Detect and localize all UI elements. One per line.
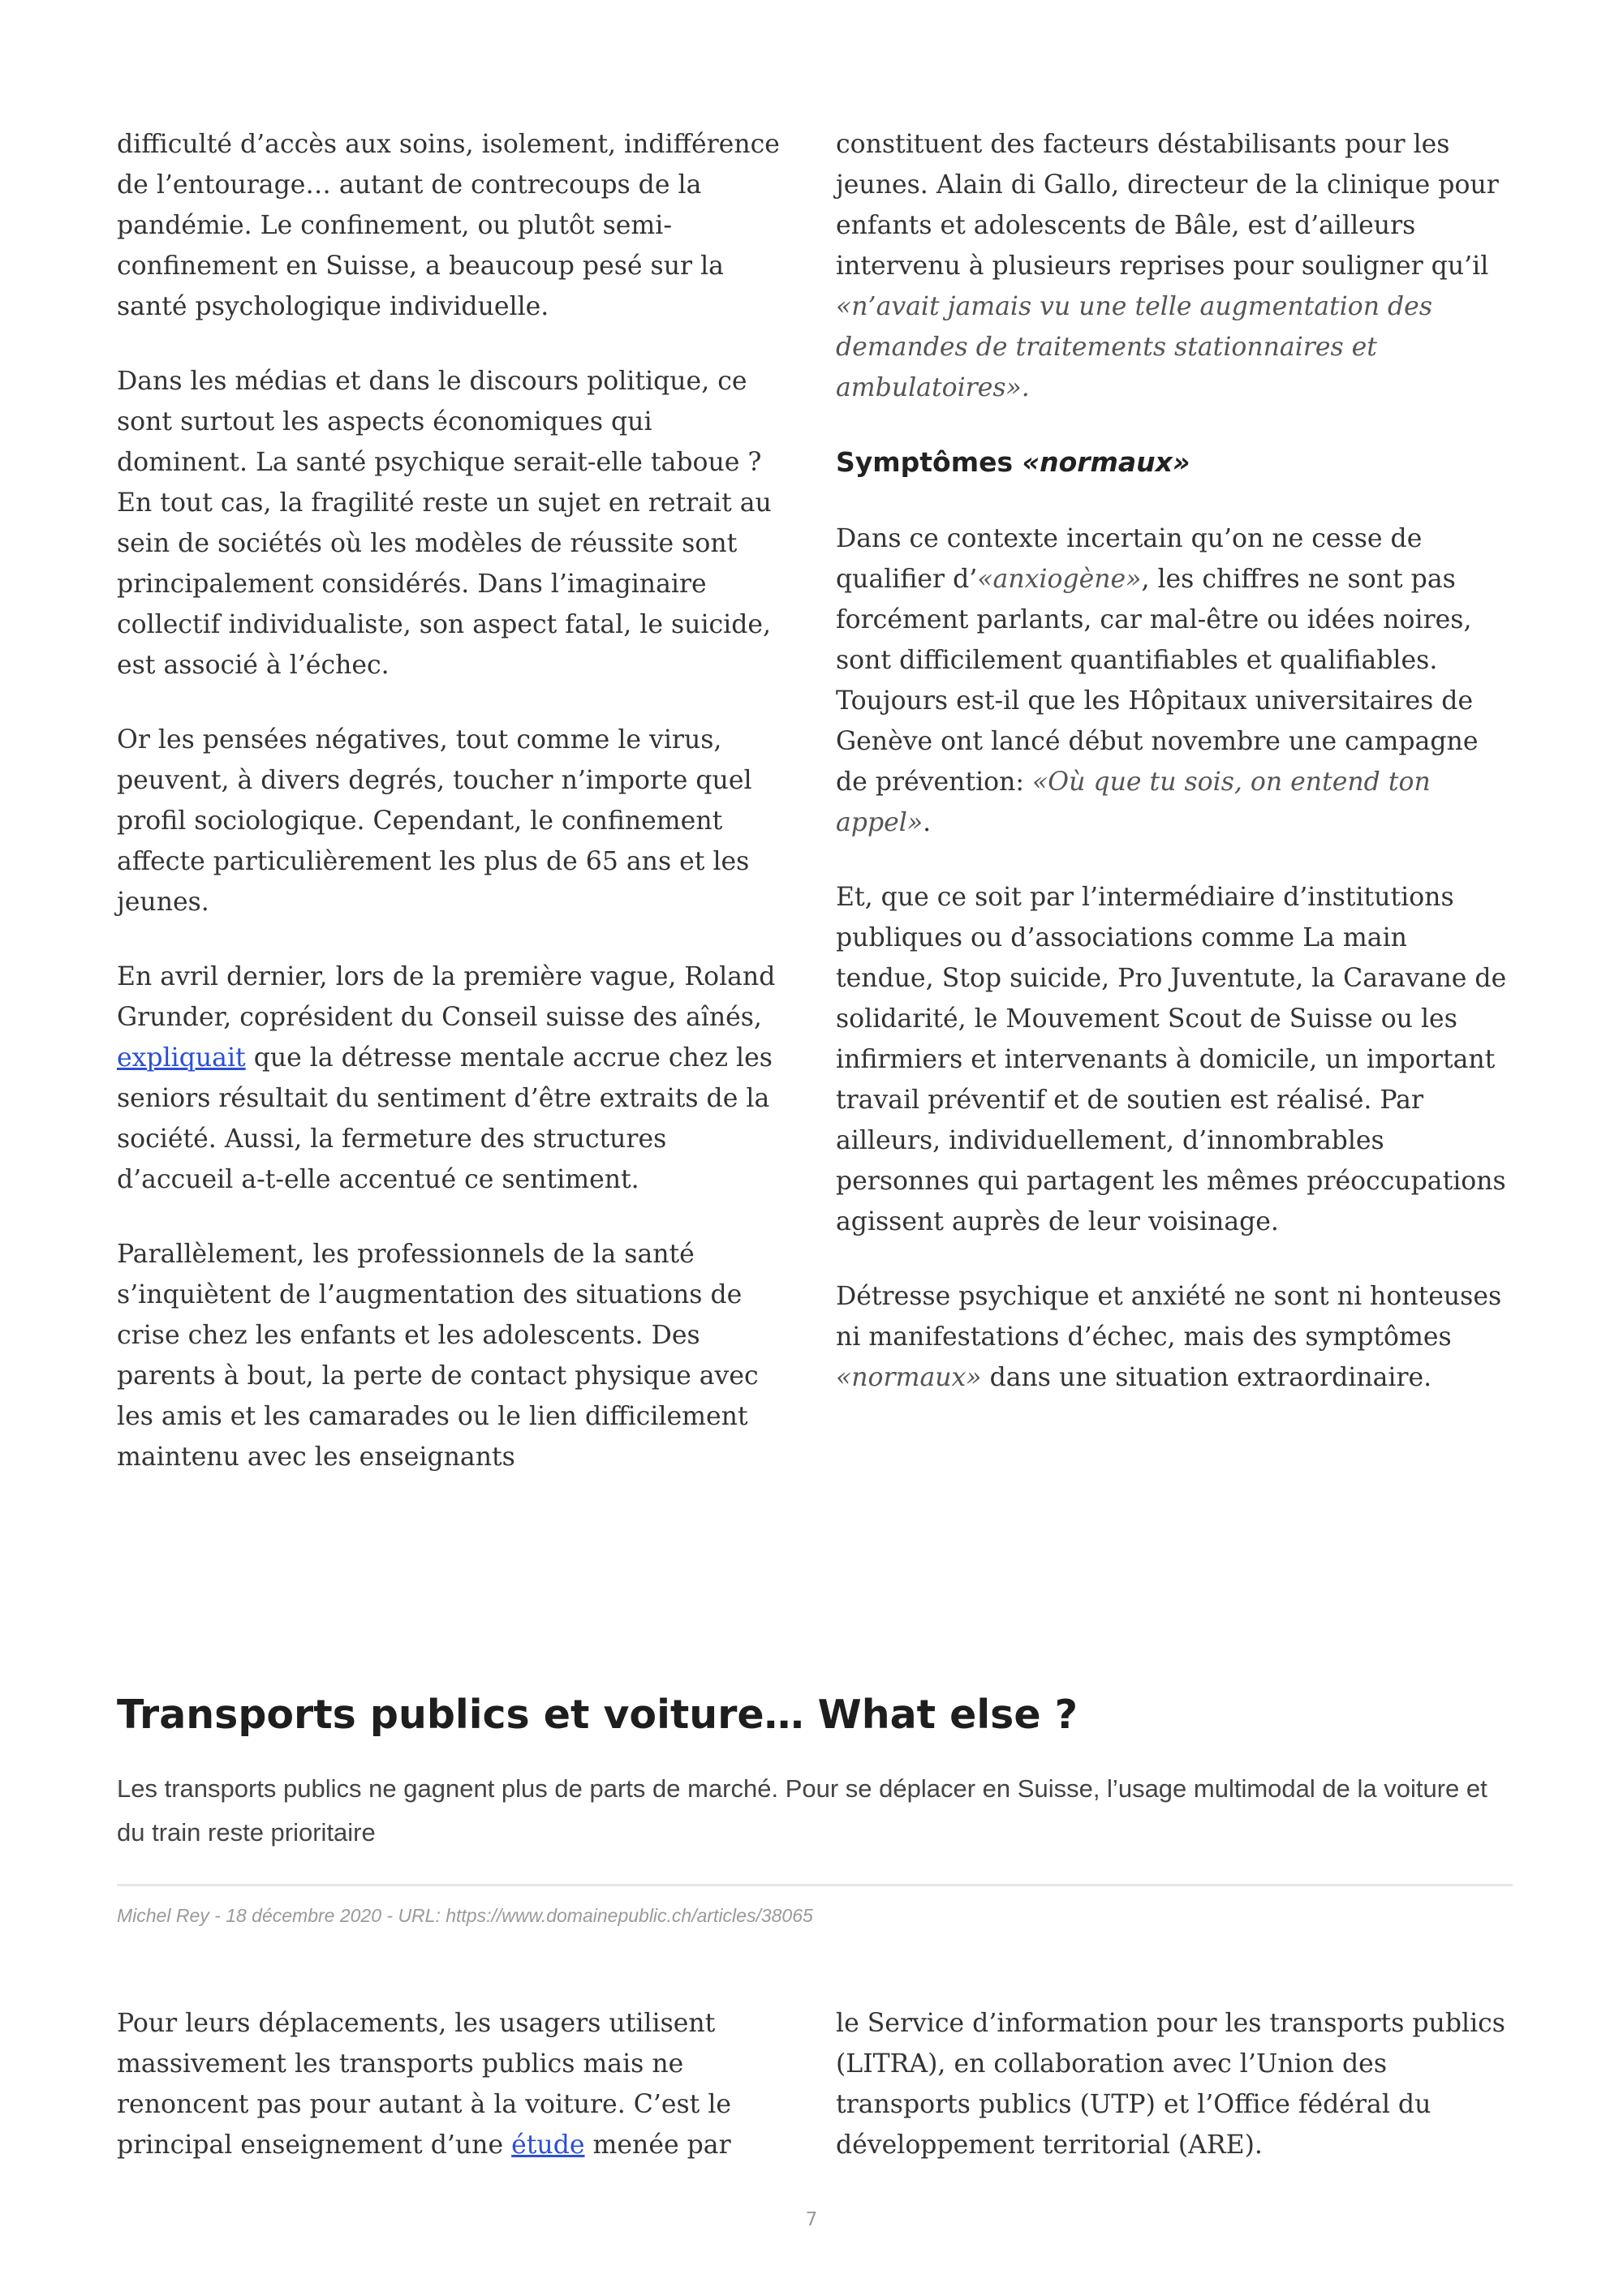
paragraph-text: Dans ce contexte incertain qu’on ne cesse de qualifier d’: [836, 524, 1423, 594]
quote-text: «normaux»: [836, 1363, 982, 1392]
paragraph-text: que la détresse mentale accrue chez les seniors résultait du sentiment d’être extraits de la société. Aussi, la fermeture des structures d’accueil a-t-elle accentué ce sentiment.: [117, 1043, 773, 1194]
paragraph-text: constituent des facteurs déstabilisants pour les jeunes. Alain di Gallo, directeur de la clinique pour enfants et adolescents de Bâle, est d’ailleurs intervenu à plusieurs reprises pour souligner qu’il: [836, 130, 1499, 281]
article1-right-paragraph-1: [836, 124, 1509, 408]
article1-right-column: [836, 124, 1509, 1432]
quote-text: «anxiogène»: [977, 565, 1142, 594]
article1-left-paragraph-1: difficulté d’accès aux soins, isolement, indifférence de l’entourage… autant de contrecoups de la pandémie. Le confinement, ou plutôt semi-confinement en Suisse, a beaucoup pesé sur la santé psychologique individuelle.: [117, 130, 780, 321]
section-subheading: [836, 442, 1509, 483]
article1-right-paragraph-4: [836, 1276, 1509, 1398]
article1-right-paragraph-3: Et, que ce soit par l’intermédiaire d’institutions publiques ou d’associations comme La main tendue, Stop suicide, Pro Juventute, la Caravane de solidarité, le Mouvement Scout de Suisse ou les infirmiers et intervenants à domicile, un important travail préventif et de soutien est réalisé. Par ailleurs, individuellement, d’innombrables personnes qui partagent les mêmes préoccupations agissent auprès de leur voisinage.: [836, 883, 1507, 1236]
subheading-emphasis: «normaux»: [1022, 446, 1190, 478]
article-lead: Les transports publics ne gagnent plus de parts de marché. Pour se déplacer en Suisse, l’usage multimodal de la voiture et du train reste prioritaire: [117, 1774, 1487, 1847]
article-title: Transports publics et voiture… What else ?: [117, 1692, 1078, 1738]
article1-left-paragraph-2: Dans les médias et dans le discours politique, ce sont surtout les aspects économiques qui dominent. La santé psychique serait-elle taboue ? En tout cas, la fragilité reste un sujet en retrait au sein de sociétés où les modèles de réussite sont principalement considérés. Dans l’imaginaire collectif individualiste, son aspect fatal, le suicide, est associé à l’échec.: [117, 367, 772, 680]
paragraph-text: Détresse psychique et anxiété ne sont ni honteuses ni manifestations d’échec, mais des symptômes: [836, 1282, 1502, 1352]
paragraph-text: Pour leurs déplacements, les usagers utilisent massivement les transports publics mais ne renoncent pas pour autant à la voiture. C’est le principal enseignement d’une: [117, 2009, 732, 2160]
paragraph-text: dans une situation extraordinaire.: [981, 1363, 1432, 1392]
etude-link[interactable]: étude: [511, 2130, 585, 2160]
quote-text: «n’avait jamais vu une telle augmentation des demandes de traitements stationnaires et ambulatoires».: [836, 292, 1432, 402]
paragraph-text: menée par: [584, 2130, 731, 2160]
article1-left-column: [117, 124, 790, 1511]
article-byline: Michel Rey - 18 décembre 2020 - URL: https://www.domainepublic.ch/articles/38065: [117, 1905, 813, 1926]
article2-left-paragraph-1: [117, 2003, 790, 2165]
article2-right-column: [836, 2003, 1509, 2199]
article2-right-paragraph-1: le Service d’information pour les transports publics (LITRA), en collaboration avec l’Union des transports publics (UTP) et l’Office fédéral du développement territorial (ARE).: [836, 2009, 1505, 2160]
divider-rule: [117, 1884, 1513, 1886]
paragraph-text: En avril dernier, lors de la première vague, Roland Grunder, coprésident du Conseil suisse des aînés,: [117, 962, 776, 1032]
article1-left-paragraph-4: [117, 957, 790, 1200]
article1-left-paragraph-3: Or les pensées négatives, tout comme le virus, peuvent, à divers degrés, toucher n’importe quel profil sociologique. Cependant, le confinement affecte particulièrement les plus de 65 ans et les jeunes.: [117, 725, 752, 917]
paragraph-text: .: [923, 808, 932, 837]
article1-right-paragraph-2: [836, 518, 1509, 843]
subheading-text: Symptômes: [836, 446, 1022, 478]
page-number: 7: [805, 2209, 818, 2230]
quote-text: «Où que tu sois, on entend ton appel»: [836, 767, 1431, 837]
article1-left-paragraph-5: Parallèlement, les professionnels de la santé s’inquiètent de l’augmentation des situations de crise chez les enfants et les adolescents. Des parents à bout, la perte de contact physique avec les amis et les camarades ou le lien difficilement maintenu avec les enseignants: [117, 1240, 759, 1472]
paragraph-text: , les chiffres ne sont pas forcément parlants, car mal-être ou idées noires, sont difficilement quantifiables et qualifiables. Toujours est-il que les Hôpitaux universitaires de Genève ont lancé début novembre une campagne de prévention:: [836, 565, 1479, 797]
article2-left-column: [117, 2003, 790, 2199]
expliquait-link[interactable]: expliquait: [117, 1043, 246, 1073]
